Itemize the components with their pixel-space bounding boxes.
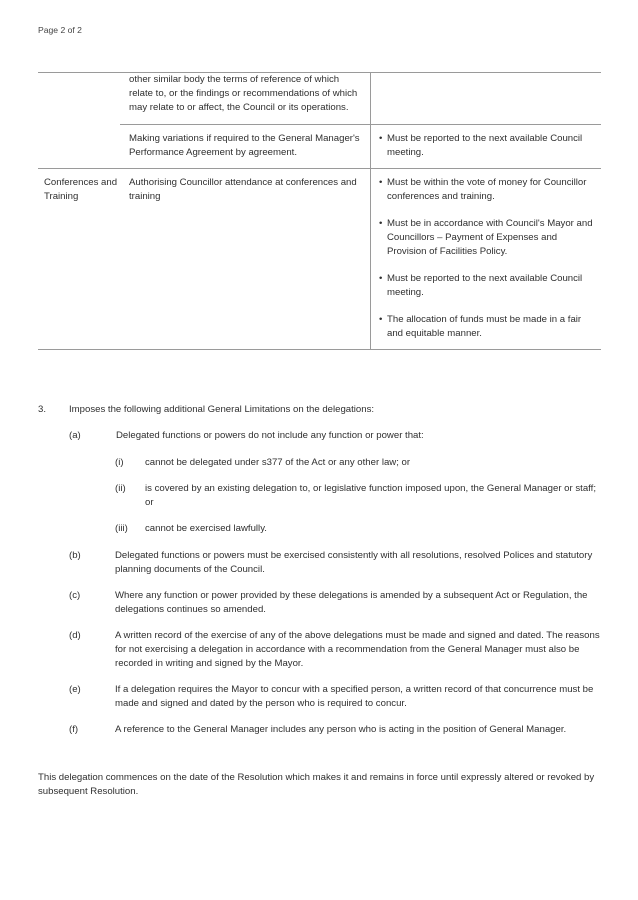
item-text: Delegated functions or powers do not include any function or power that:: [116, 430, 424, 441]
limitation-item: [38, 589, 603, 617]
item-letter: (f): [69, 724, 79, 735]
item-text: If a delegation requires the Mayor to concur with a specified person, a written record of that concurrence must be made and signed and dated by the person who is required to concur.: [115, 684, 594, 709]
table-row: [38, 169, 601, 350]
category-cell: Conferences and Training: [38, 169, 120, 350]
subitem-number: (ii): [115, 483, 126, 494]
conditions-cell: [371, 125, 602, 169]
page-number: Page 2 of 2: [38, 25, 82, 35]
item-text: A written record of the exercise of any of the above delegations must be made and signed and dated. The reasons for not exercising a delegation in accordance with a recommendation from the General Manager must also be recorded in writing and signed by the Mayor.: [115, 630, 600, 669]
limitation-item: [38, 549, 603, 577]
conditions-cell: [371, 169, 602, 350]
condition-item: • Must be within the vote of money for Councillor conferences and training.: [379, 176, 593, 204]
item-letter: (d): [69, 630, 81, 641]
section-number: 3.: [38, 404, 47, 415]
closing-statement: This delegation commences on the date of the Resolution which makes it and remains in force until expressly altered or revoked by subsequent Resolution.: [38, 772, 595, 797]
category-cell: [38, 73, 120, 125]
function-cell: Making variations if required to the General Manager's Performance Agreement by agreement.: [120, 125, 371, 169]
subitem-text: cannot be delegated under s377 of the Act or any other law; or: [145, 457, 411, 468]
subitem-text: is covered by an existing delegation to, or legislative function imposed upon, the General Manager or staff; or: [145, 483, 596, 508]
subitem-number: (i): [115, 457, 124, 468]
limitation-item: [38, 723, 603, 737]
item-text: Delegated functions or powers must be exercised consistently with all resolutions, resolved Polices and statutory planning documents of the Council.: [115, 550, 593, 575]
general-limitations-section: [38, 403, 603, 737]
item-text: A reference to the General Manager includes any person who is acting in the position of General Manager.: [115, 724, 567, 735]
limitation-subitem: [38, 482, 603, 510]
conditions-cell: [371, 73, 602, 125]
delegations-table: [38, 72, 601, 350]
limitation-subitem: [38, 456, 603, 470]
condition-item: • Must be in accordance with Council's Mayor and Councillors – Payment of Expenses and Provision of Facilities Policy.: [379, 217, 593, 259]
function-cell: other similar body the terms of reference of which relate to, or the findings or recommendations of which may relate to or affect, the Council or its operations.: [120, 73, 371, 125]
condition-item: • The allocation of funds must be made in a fair and equitable manner.: [379, 313, 593, 341]
item-letter: (e): [69, 684, 81, 695]
item-text: Where any function or power provided by these delegations is amended by a subsequent Act or Regulation, the delegations continues so amended.: [115, 590, 588, 615]
category-cell: [38, 125, 120, 169]
section-intro: Imposes the following additional General Limitations on the delegations:: [69, 404, 375, 415]
subitem-number: (iii): [115, 523, 128, 534]
subitem-text: cannot be exercised lawfully.: [145, 523, 267, 534]
limitation-item: [38, 629, 603, 671]
condition-item: • Must be reported to the next available Council meeting.: [379, 132, 593, 160]
table-row: [38, 73, 601, 125]
item-letter: (a): [69, 430, 81, 441]
section-heading: [38, 403, 603, 417]
item-letter: (c): [69, 590, 81, 601]
limitation-subitem: [38, 522, 603, 536]
condition-item: • Must be reported to the next available Council meeting.: [379, 272, 593, 300]
table-row: [38, 125, 601, 169]
limitation-item: [38, 683, 603, 711]
limitation-item: [38, 429, 603, 443]
function-cell: Authorising Councillor attendance at conferences and training: [120, 169, 371, 350]
item-letter: (b): [69, 550, 81, 561]
